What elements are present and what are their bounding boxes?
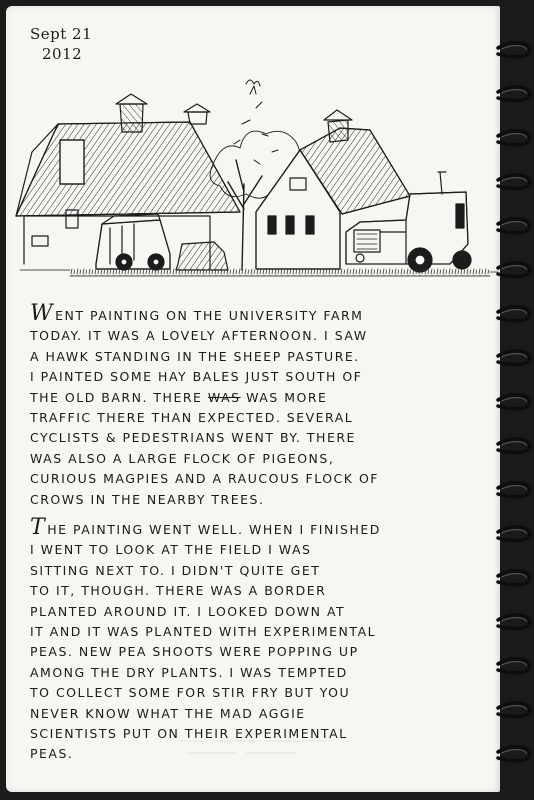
- binding-coil: [498, 571, 530, 585]
- binding-coil: [498, 307, 530, 321]
- binding-coil: [498, 263, 530, 277]
- ink-sketch-icon: [10, 64, 498, 294]
- binding-coil: [498, 703, 530, 717]
- binding-coil: [498, 527, 530, 541]
- text-line: ENT PAINTING ON THE UNIVERSITY FARM: [55, 308, 364, 323]
- text-line: NEVER KNOW WHAT THE MAD AGGIE: [30, 705, 306, 721]
- text-line: TRAFFIC THERE THAN EXPECTED. SEVERAL: [30, 410, 354, 426]
- binding-coil: [498, 439, 530, 453]
- text-line: WAS ALSO A LARGE FLOCK OF PIGEONS,: [30, 450, 335, 466]
- bleed-through-marks: [176, 733, 356, 763]
- text-line: I PAINTED SOME HAY BALES JUST SOUTH OF: [30, 369, 363, 385]
- binding-coil: [498, 395, 530, 409]
- text-line: SCIENTISTS PUT ON THEIR EXPERIMENTAL: [30, 726, 348, 742]
- binding-coil: [498, 219, 530, 233]
- spiral-binding: [496, 0, 534, 800]
- binding-coil: [498, 87, 530, 101]
- text-line: PEAS.: [30, 746, 74, 762]
- text-line: HE PAINTING WENT WELL. WHEN I FINISHED: [47, 522, 381, 537]
- text-line: WAS MORE: [246, 389, 328, 405]
- text-line: TODAY. IT WAS A LOVELY AFTERNOON. I SAW: [30, 328, 368, 344]
- binding-coil: [498, 615, 530, 629]
- date-day: Sept 21: [30, 25, 93, 43]
- binding-coil: [498, 747, 530, 761]
- text-line: A HAWK STANDING IN THE SHEEP PASTURE.: [30, 348, 360, 364]
- text-line: THE OLD BARN. THERE: [30, 389, 203, 405]
- text-line: AMONG THE DRY PLANTS. I WAS TEMPTED: [30, 664, 348, 680]
- text-line: IT AND IT WAS PLANTED WITH EXPERIMENTAL: [30, 624, 377, 640]
- journal-page: [6, 6, 500, 792]
- binding-coil: [498, 43, 530, 57]
- binding-coil: [498, 175, 530, 189]
- text-line: TO IT, THOUGH. THERE WAS A BORDER: [30, 583, 327, 599]
- struck-word: WAS: [207, 389, 241, 405]
- binding-coil: [498, 131, 530, 145]
- text-line: TO COLLECT SOME FOR STIR FRY BUT YOU: [30, 685, 351, 701]
- text-line: I WENT TO LOOK AT THE FIELD I WAS: [30, 542, 312, 558]
- text-line: CURIOUS MAGPIES AND A RAUCOUS FLOCK OF: [30, 471, 379, 487]
- text-line: SITTING NEXT TO. I DIDN'T QUITE GET: [30, 562, 321, 578]
- text-line: PEAS. NEW PEA SHOOTS WERE POPPING UP: [30, 644, 359, 660]
- paragraph-2-initial: T: [30, 515, 47, 540]
- text-line: CYCLISTS & PEDESTRIANS WENT BY. THERE: [30, 430, 356, 446]
- binding-coil: [498, 483, 530, 497]
- text-line: CROWS IN THE NEARBY TREES.: [30, 491, 265, 507]
- journal-paragraph-1: [30, 301, 490, 510]
- text-line: PLANTED AROUND IT. I LOOKED DOWN AT: [30, 603, 346, 619]
- entry-date: [30, 24, 92, 64]
- date-year: 2012: [42, 45, 83, 63]
- journal-paragraph-2: [30, 515, 490, 765]
- binding-coil: [498, 659, 530, 673]
- binding-coil: [498, 351, 530, 365]
- paragraph-1-initial: W: [30, 301, 55, 326]
